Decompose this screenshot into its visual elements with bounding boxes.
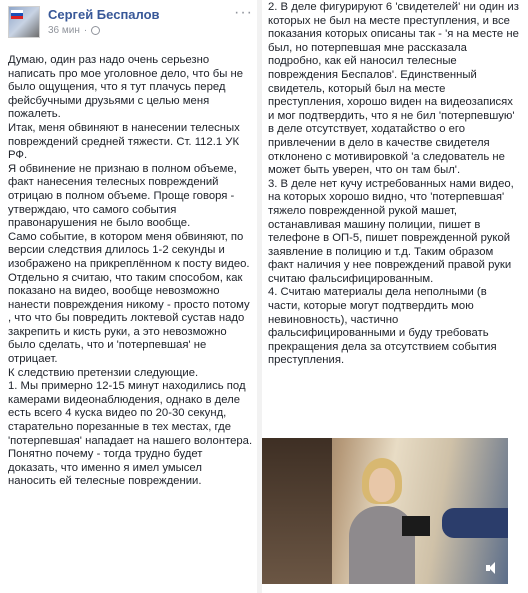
- post-time[interactable]: 36 мин: [48, 25, 80, 36]
- post-meta: 36 мин ·: [48, 25, 100, 36]
- more-options-icon[interactable]: ···: [234, 4, 253, 21]
- post-text-part-2: 2. В деле фигурируют 6 'свидетелей' ни один из которых не был на месте преступления, и все показания которых описаны так - 'я на месте не был, но потерпевшая мне рассказала подробно, как ей наносил телесные повреждения Беспалов'. Единственный свидетель, который был на месте преступления, хорошо виден на видеозаписях и мог подтвердить, что я не бил 'потерпевшую' в деле отсутствует, ходатайство о его привлечении в дело в качестве свидетеля отклонено с мотивировкой 'а следователь не может быть уверен, что он там был'. 3. В деле нет кучу истребованных нами видео, на которых хорошо видно, что 'потерпевшая' тяжело поврежденной рукой машет, останавливая машину полиции, пишет в телефоне в ОП-5, пишет поврежденной рукой заявление в полицию и т.д. Таким образом факт наличия у нее повреждений правой руки считаю фальсифицированным. 4. Считаю материалы дела неполными (в части, которые могут подтвердить мою невиновность), частично фальсифицированными и буду требовать прекращения дела за отсутствием события преступления.: [268, 1, 519, 367]
- author-name[interactable]: Сергей Беспалов: [48, 7, 160, 22]
- post-text-part-1: Думаю, один раз надо очень серьезно написать про мое уголовное дело, что бы не было ощущения, что я тут плачусь перед фейсбучными друзьями с целью меня пожалеть. Итак, меня обвиняют в нанесении телесных повреждений средней тяжести. Ст. 112.1 УК РФ. Я обвинение не признаю в полном объеме, факт нанесения телесных повреждений отрицаю в полном объеме. Проще говоря - утверждаю, что самого события правонарушения не было вообще. Само событие, в котором меня обвиняют, по версии следствия длилось 1-2 секунды и изображено на прикреплённом к посту видео. Отдельно я считаю, что таким способом, как показано на видео, вообще невозможно нанести повреждения никому - просто потому , что что бы повредить локтевой сустав надо закрепить и кисть руки, а это невозможно было сделать, что и 'потерпевшая' не отрицает. К следствию претензии следующие. 1. Мы примерно 12-15 минут находились под камерами видеонаблюдения, однако в деле есть всего 4 куска видео по 20-30 секунд, старательно порезанные в тех местах, где 'потерпевшая' нападает на нашего волонтера. Понятно почему - тогда трудно будет доказать, что именно я имел умысел наносить ей телесные повреждении.: [8, 54, 253, 488]
- video-device: [402, 516, 430, 536]
- post-header: [8, 4, 253, 46]
- video-arm: [442, 508, 508, 538]
- flag-icon: [11, 10, 23, 19]
- video-background-door: [262, 438, 332, 584]
- globe-icon: [91, 26, 100, 35]
- speaker-icon[interactable]: [486, 562, 500, 574]
- post-left-column: [0, 0, 257, 593]
- attached-video[interactable]: [262, 438, 508, 584]
- avatar[interactable]: [8, 6, 40, 38]
